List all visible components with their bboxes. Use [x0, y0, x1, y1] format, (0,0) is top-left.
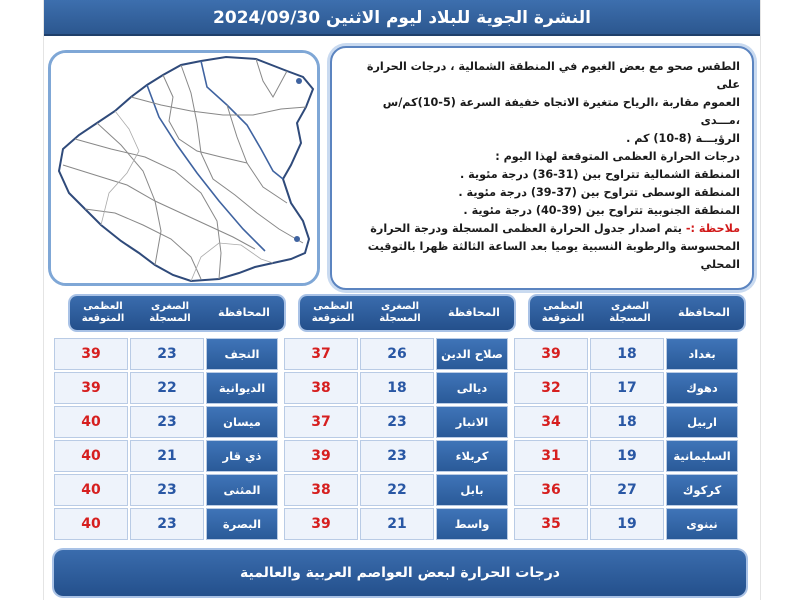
governorate-cell: نينوى: [666, 508, 738, 540]
iraq-map-drawing: [51, 53, 317, 283]
forecast-text-panel: [330, 46, 754, 290]
min-temp-cell: 21: [360, 508, 434, 540]
header-max-line2: المتوقعة: [541, 313, 585, 324]
min-temp-cell: 17: [590, 372, 664, 404]
forecast-note-continued: المحسوسة والرطوبة النسبية يوميا بعد الساعة الثالثة ظهرا بالتوقيت المحلي: [367, 240, 740, 271]
governorate-cell: صلاح الدين: [436, 338, 508, 370]
header-min-recorded: [596, 296, 664, 330]
min-temp-cell: 26: [360, 338, 434, 370]
forecast-line: المنطقة الجنوبية تتراوح بين (39-40) درجة مئوية .: [463, 204, 740, 217]
governorate-cell: الانبار: [436, 406, 508, 438]
max-temp-cell: 40: [54, 440, 128, 472]
header-max-line1: العظمى: [83, 301, 123, 312]
min-temp-cell: 23: [360, 406, 434, 438]
max-temp-cell: 37: [284, 406, 358, 438]
governorate-cell: ميسان: [206, 406, 278, 438]
header-max-expected: [530, 296, 596, 330]
header-min-line2: المسجلة: [609, 313, 651, 324]
governorate-cell: دهوك: [666, 372, 738, 404]
temperature-grid: [68, 338, 740, 544]
header-max-expected: [70, 296, 136, 330]
forecast-line: درجات الحرارة العظمى المتوقعة لهذا اليوم :: [495, 150, 740, 163]
max-temp-cell: 40: [54, 406, 128, 438]
governorate-cell: بابل: [436, 474, 508, 506]
max-temp-cell: 39: [54, 372, 128, 404]
max-temp-cell: 39: [284, 508, 358, 540]
min-temp-cell: 18: [590, 406, 664, 438]
governorate-cell: النجف: [206, 338, 278, 370]
min-temp-cell: 27: [590, 474, 664, 506]
max-temp-cell: 39: [514, 338, 588, 370]
governorate-cell: واسط: [436, 508, 508, 540]
forecast-line: الطقس صحو مع بعض الغيوم في المنطقة الشمالية ، درجات الحرارة على: [366, 60, 740, 91]
governorate-cell: ديالى: [436, 372, 508, 404]
governorate-cell: السليمانية: [666, 440, 738, 472]
min-temp-cell: 18: [360, 372, 434, 404]
header-governorate: المحافظة: [678, 306, 730, 319]
header-max-line1: العظمى: [313, 301, 353, 312]
header-min-line1: الصغرى: [610, 301, 650, 312]
header-max-line1: العظمى: [543, 301, 583, 312]
left-margin: [0, 0, 44, 600]
governorate-cell: ذي قار: [206, 440, 278, 472]
forecast-line: المنطقة الوسطى تتراوح بين (37-39) درجة مئوية .: [458, 186, 740, 199]
min-temp-cell: 23: [360, 440, 434, 472]
governorate-cell: البصرة: [206, 508, 278, 540]
max-temp-cell: 39: [284, 440, 358, 472]
governorate-cell: بغداد: [666, 338, 738, 370]
governorate-cell: المثنى: [206, 474, 278, 506]
header-max-expected: [300, 296, 366, 330]
max-temp-cell: 34: [514, 406, 588, 438]
max-temp-cell: 40: [54, 508, 128, 540]
max-temp-cell: 32: [514, 372, 588, 404]
max-temp-cell: 38: [284, 372, 358, 404]
bulletin-title: النشرة الجوية للبلاد ليوم الاثنين 2024/09/30: [44, 0, 760, 36]
table-header-group-1: [530, 296, 744, 330]
header-min-line2: المسجلة: [149, 313, 191, 324]
min-temp-cell: 23: [130, 406, 204, 438]
forecast-note: [344, 220, 740, 238]
capitals-temperature-banner: درجات الحرارة لبعض العواصم العربية والعالمية: [54, 550, 746, 596]
max-temp-cell: 35: [514, 508, 588, 540]
min-temp-cell: 23: [130, 338, 204, 370]
max-temp-cell: 39: [54, 338, 128, 370]
header-min-line2: المسجلة: [379, 313, 421, 324]
note-label: ملاحظة :-: [681, 222, 740, 235]
header-governorate: المحافظة: [448, 306, 500, 319]
governorate-cell: كربلاء: [436, 440, 508, 472]
note-text: يتم اصدار جدول الحرارة العظمى المسجلة ودرجة الحرارة: [370, 222, 682, 235]
header-governorate: المحافظة: [218, 306, 270, 319]
forecast-line: المنطقة الشمالية تتراوح بين (31-36) درجة مئوية .: [459, 168, 740, 181]
header-min-line1: الصغرى: [380, 301, 420, 312]
table-header-group-3: [70, 296, 284, 330]
min-temp-cell: 22: [130, 372, 204, 404]
forecast-line: العموم مقاربة ،الرياح متغيرة الاتجاه خفيفة السرعة (5-10)كم/س ،مـــدى: [382, 96, 740, 127]
header-min-line1: الصغرى: [150, 301, 190, 312]
governorate-cell: اربيل: [666, 406, 738, 438]
max-temp-cell: 37: [284, 338, 358, 370]
max-temp-cell: 31: [514, 440, 588, 472]
min-temp-cell: 19: [590, 508, 664, 540]
header-min-recorded: [136, 296, 204, 330]
governorate-cell: الديوانية: [206, 372, 278, 404]
max-temp-cell: 36: [514, 474, 588, 506]
right-margin: [760, 0, 800, 600]
header-min-recorded: [366, 296, 434, 330]
min-temp-cell: 21: [130, 440, 204, 472]
min-temp-cell: 23: [130, 474, 204, 506]
min-temp-cell: 19: [590, 440, 664, 472]
max-temp-cell: 38: [284, 474, 358, 506]
header-max-line2: المتوقعة: [81, 313, 125, 324]
forecast-line: الرؤيـــة (8-10) كم .: [626, 132, 740, 145]
min-temp-cell: 18: [590, 338, 664, 370]
iraq-map: [48, 50, 320, 286]
min-temp-cell: 22: [360, 474, 434, 506]
table-header-group-2: [300, 296, 514, 330]
header-max-line2: المتوقعة: [311, 313, 355, 324]
max-temp-cell: 40: [54, 474, 128, 506]
min-temp-cell: 23: [130, 508, 204, 540]
governorate-cell: كركوك: [666, 474, 738, 506]
